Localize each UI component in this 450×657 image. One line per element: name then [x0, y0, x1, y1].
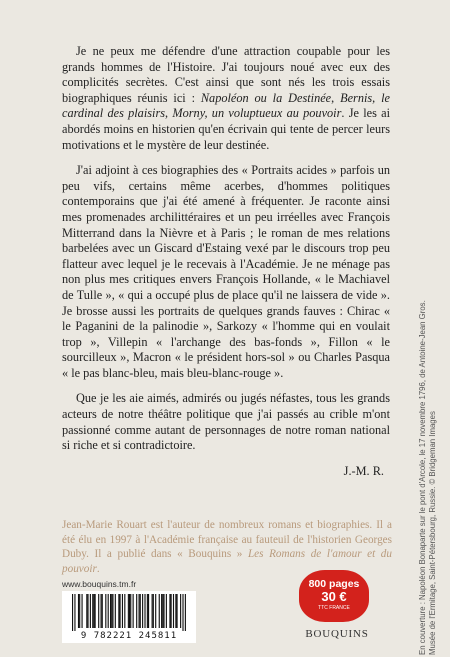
cover-credit-line-1: En couverture : Napoléon Bonaparte sur le pont d'Arcole, le 17 novembre 1796, de Antoine-Jean Gros.: [418, 300, 427, 655]
title-morny: Morny, un voluptueux au pouvoir: [172, 106, 342, 121]
website-url: www.bouquins.tm.fr: [62, 579, 137, 589]
title-napoleon: Napoléon ou la Destinée: [200, 90, 332, 105]
barcode: [62, 591, 196, 643]
page-count: 800 pages: [308, 578, 360, 590]
paragraph-1: Je ne peux me défendre d'une attraction coupable pour les grands hommes de l'Histoire. J'ai toujours noué avec eux des complicités secrètes. C'est ainsi que sont nés les trois essais biographiques réunis ici : Napoléon ou la Destinée, Bernis, le cardinal des plaisirs, Morny, un voluptueux au pouvoir. Je les ai abordés moins en historien qu'en écrivain qui tente de percer leurs motivations et le mystère de leur destinée.: [62, 44, 390, 152]
isbn-number: 9 782221 245811: [80, 631, 178, 641]
bio-book-title: Les Romans de l'amour et du pouvoir: [62, 548, 392, 575]
title-bernis: Bernis, le cardinal des plaisirs: [62, 90, 390, 121]
price-note: TTC FRANCE: [318, 605, 350, 611]
paragraph-2: J'ai adjoint à ces biographies des « Portraits acides » parfois un peu vifs, certains même acerbes, d'hommes politiques contemporains que j'ai été amené à fréquenter. Je raconte ainsi mes promenades archilittéraires et un peu irréelles avec François Mitterrand dans la Nièvre et à Paris ; le roman de mes relations barbelées avec un Giscard d'Estaing vexé par le discours trop peu flatteur avec lequel je le recevais à l'Académie. Je ne ménage pas non plus mes critiques envers François Hollande, « le Machiavel de Tulle », « qui a occupé plus de place qu'il ne laissera de vide ». Je brosse aussi les portraits de quelques grands fauves : Chirac « le Paganini de la palinodie », Sarkozy « l'homme qui en voulait trop », Villepin « l'archange des bas-fonds », Fillon « le sourcilleux », Macron « le président hors-sol » ou Charles Pasqua « le pas blanc-bleu, mais bleu-blanc-rouge ».: [62, 163, 390, 380]
cover-credit-line-2: Musée de l'Ermitage, Saint-Pétersbourg, Russie. © Bridgeman Images: [428, 411, 437, 655]
price-amount: 30 €: [321, 589, 347, 604]
author-bio: Jean-Marie Rouart est l'auteur de nombreux romans et biographies. Il a été élu en 1997 à l'Académie française au fauteuil de l'historien Georges Duby. Il a publié dans « Bouquins » Les Romans de l'amour et du pouvoir.: [62, 519, 392, 575]
barcode-bars: [72, 594, 186, 631]
back-cover-text: [62, 44, 390, 479]
publisher-logo: BOUQUINS: [305, 628, 369, 640]
cover-credit: [418, 135, 438, 655]
paragraph-3: Que je les aie aimés, admirés ou jugés néfastes, tous les grands acteurs de notre théâtre politique que j'ai passés au crible m'ont passionné comme autant de personnages de notre roman national si riche et si contradictoire.: [62, 391, 390, 453]
author-signature: J.-M. R.: [343, 463, 384, 478]
price-badge: [299, 570, 369, 622]
